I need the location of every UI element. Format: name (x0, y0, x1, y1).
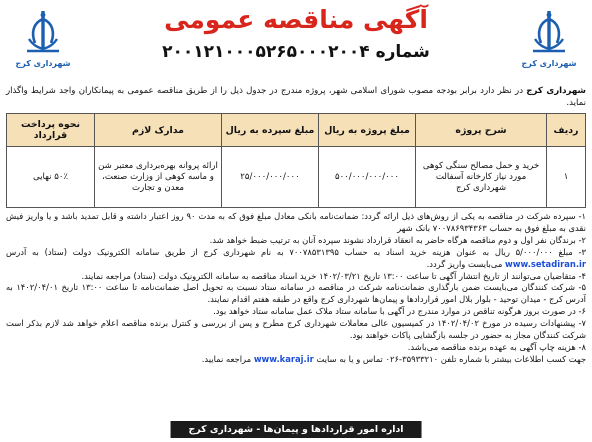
notice-title: آگهی مناقصه عمومی (164, 5, 428, 34)
col-header-row: ردیف (547, 114, 586, 147)
notice-header (6, 3, 586, 85)
condition-5: ۵- شرکت کنندگان می‌بایست ضمن بارگذاری ضمانت‌نامه شرکت در مناقصه در سامانه ستاد نسبت به تحویل اصل ضمانت‌نامه تا ساعت ۱۳:۰۰ تاریخ ۱۴۰۲/۰۴/۰۱ به آدرس کرج - میدان توحید - بلوار بلال امور قراردادها و پیمان‌ها شهرداری کرج واقع در طبقه هفتم اقدام نمایند. (6, 282, 586, 305)
footer-banner: اداره امور قراردادها و پیمان‌ها - شهرداری کرج (171, 421, 422, 438)
condition-3-suffix: می‌بایست واریز گردد. (426, 258, 506, 269)
col-header-deposit: مبلغ سپرده به ریال (222, 114, 319, 147)
condition-2: ۲- برندگان نفر اول و دوم مناقصه هرگاه حاضر به انعقاد قرارداد نشوند سپرده آنان به ترتیب ضبط خواهد شد. (209, 234, 586, 245)
col-header-docs: مدارک لازم (95, 114, 222, 147)
condition-7: ۷- پیشنهادات رسیده در مورخ ۱۴۰۲/۰۴/۰۲ در کمیسیون عالی معاملات شهرداری کرج مطرح و پس از بررسی و کنترل برنده مناقصه اعلام خواهد شد لازم بذکر است شرکت کنندگان مجاز به حضور در جلسه بازگشایی پاکات خواهند بود. (6, 318, 586, 341)
cell-desc: خرید و حمل مصالح سنگی کوهی مورد نیاز کارخانه آسفالت شهرداری کرج (416, 147, 547, 208)
condition-6: ۶- در صورت بروز هرگونه تناقص در موارد مندرج در آگهی با سامانه ستاد ملاک عمل سامانه ستاد خواهد بود. (213, 306, 586, 317)
conditions-list (6, 211, 586, 366)
condition-4: ۴- متقاضیان می‌توانند از تاریخ انتشار آگهی تا ساعت ۱۳:۰۰ تاریخ ۱۴۰۲/۰۳/۲۱ خرید اسناد مناقصه به سامانه الکترونیک دولت (ستاد) مراجعه نمایند. (81, 270, 586, 281)
intro-text: در نظر دارد برابر بودجه مصوب شورای اسلامی شهر، پروژه مندرج در جدول ذیل را از طریق مناقصه عمومی به پیمانکاران واجد شرایط واگذار نماید. (6, 86, 586, 108)
logo-caption: شهرداری کرج (15, 59, 71, 68)
cell-deposit: ۲۵/۰۰۰/۰۰۰/۰۰۰ (222, 147, 319, 208)
project-table (6, 113, 586, 208)
col-header-budget: مبلغ پروژه به ریال (319, 114, 416, 147)
setadiran-link[interactable]: www.setadiran.ir (505, 258, 586, 269)
condition-8: ۸- هزینه چاپ آگهی به عهده برنده مناقصه می‌باشد. (407, 341, 586, 352)
condition-3 (6, 247, 586, 271)
karaj-municipality-logo-icon (23, 9, 63, 57)
intro-paragraph (6, 85, 586, 109)
contact-line (6, 354, 586, 366)
municipality-logo-left (14, 9, 72, 77)
municipality-logo-right (520, 9, 578, 77)
contact-suffix: مراجعه نمایید. (201, 353, 254, 364)
contact-prefix: جهت کسب اطلاعات بیشتر با شماره تلفن ۳۵۹۳۳۲۱۰-۰۲۶ تماس و یا به سایت (316, 353, 586, 364)
col-header-desc: شرح پروژه (416, 114, 547, 147)
cell-docs: ارائه پروانه بهره‌برداری معتبر شن و ماسه کوهی از وزارت صنعت، معدن و تجارت (95, 147, 222, 208)
logo-caption: شهرداری کرج (521, 59, 577, 68)
table-row (7, 147, 586, 208)
condition-3-text: ۳- مبلغ ۵/۰۰۰/۰۰۰ ریال به عنوان هزینه خرید اسناد به حساب ۷۰۰۷۸۵۳۱۳۹۵ به نام شهرداری کرج از طریق سامانه الکترونیک دولت (ستاد) به آدرس (6, 246, 587, 257)
cell-budget: ۵۰۰/۰۰۰/۰۰۰/۰۰۰ (319, 147, 416, 208)
condition-1: ۱- سپرده شرکت در مناقصه به یکی از روش‌های ذیل ارائه گردد: ضمانت‌نامه بانکی معادل مبلغ فوق که به مدت ۹۰ روز اعتبار داشته و قابل تمدید باشد و یا واریز فیش نقدی به مبلغ فوق به حساب ۷۰۰۷۸۶۹۳۴۳۶۳ بانک شهر (6, 211, 586, 233)
tender-number: ۲۰۰۱۲۱۰۰۰۵۲۶۵۰۰۰۲۰۰۴ (162, 42, 370, 62)
table-header-row (7, 114, 586, 147)
tender-number-label: شماره (375, 42, 430, 62)
karaj-municipality-logo-icon (529, 9, 569, 57)
tender-number-line (86, 41, 506, 63)
intro-org: شهرداری کرج (526, 86, 586, 96)
col-header-pay: نحوه پرداخت قرارداد (7, 114, 95, 147)
karaj-site-link[interactable]: www.karaj.ir (253, 353, 314, 364)
cell-row: ۱ (547, 147, 586, 208)
cell-pay: ۵۰٪ نهایی (7, 147, 95, 208)
